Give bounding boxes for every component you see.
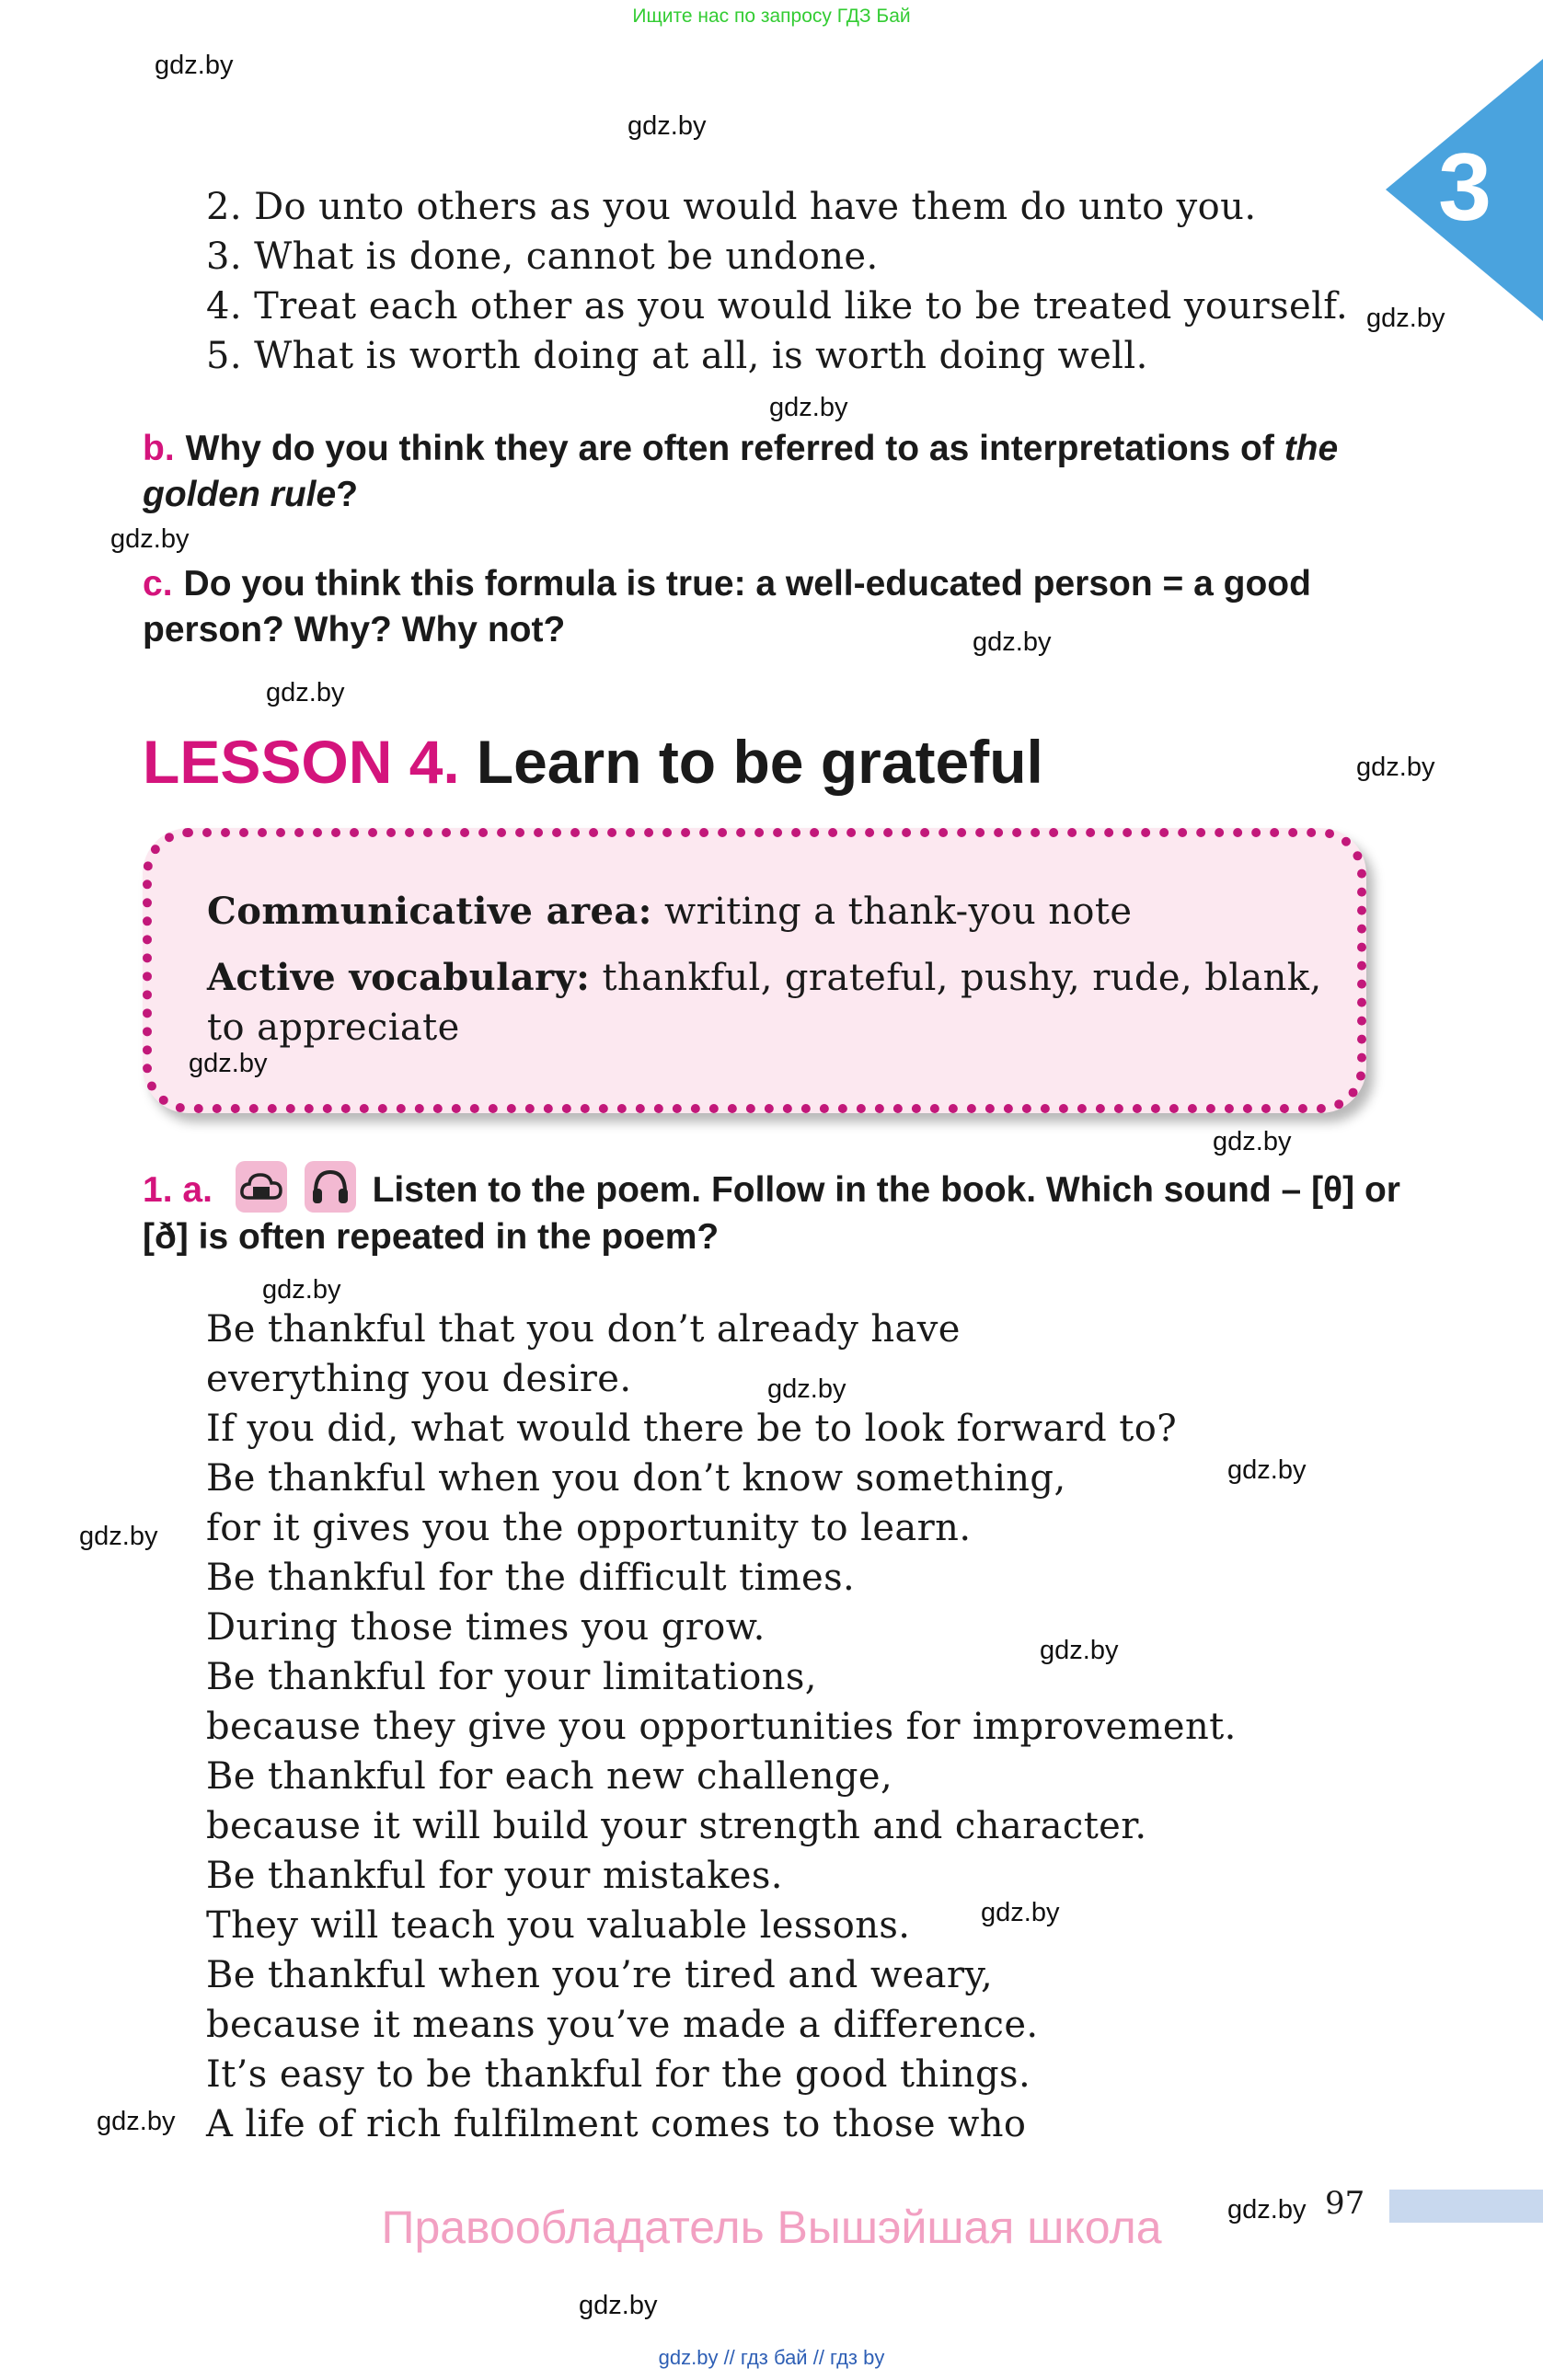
poem-line: Be thankful when you’re tired and weary, <box>206 1954 994 1996</box>
question-emphasis: the golden rule <box>143 429 1339 514</box>
poem-line: Be thankful for your mistakes. <box>206 1855 783 1897</box>
communicative-area <box>207 887 1348 937</box>
watermark: gdz.by <box>110 524 190 554</box>
watermark: gdz.by <box>1040 1636 1119 1665</box>
exercise-letter: a. <box>182 1170 213 1210</box>
lesson-number: LESSON 4. <box>143 728 460 796</box>
watermark: gdz.by <box>769 393 848 422</box>
poem-line: because it means you’ve made a difference. <box>206 2004 1039 2046</box>
question-letter: c. <box>143 564 173 604</box>
poem-line: Be thankful when you don’t know something, <box>206 1457 1066 1500</box>
page-number: 97 <box>1325 2185 1365 2222</box>
proverb-item: 4. Treat each other as you would like to be treated yourself. <box>206 285 1349 328</box>
poem-line: Be thankful for each new challenge, <box>206 1755 893 1798</box>
question-letter: b. <box>143 429 175 468</box>
watermark: gdz.by <box>973 627 1052 657</box>
question-c <box>143 561 1394 653</box>
lesson-title: Learn to be grateful <box>476 728 1043 796</box>
watermark: gdz.by <box>1366 304 1445 333</box>
cloud-icon <box>236 1161 287 1213</box>
watermark: gdz.by <box>767 1374 846 1404</box>
chapter-number: 3 <box>1438 134 1491 241</box>
poem-line: A life of rich fulfilment comes to those who <box>206 2103 1027 2145</box>
footer-links[interactable]: gdz.by // гдз бай // гдз by <box>658 2346 885 2369</box>
headphones-icon <box>305 1161 356 1213</box>
top-banner: Ищите нас по запросу ГДЗ Бай <box>632 6 911 27</box>
poem <box>206 1305 1237 2149</box>
watermark: gdz.by <box>97 2107 176 2136</box>
watermark: gdz.by <box>628 111 707 141</box>
question-punct: ? <box>336 475 359 514</box>
active-vocabulary-value: thankful, grateful, pushy, rude, blank, to appreciate <box>207 957 1322 1049</box>
watermark: gdz.by <box>79 1522 158 1551</box>
poem-line: because they give you opportunities for improvement. <box>206 1706 1237 1748</box>
watermark: gdz.by <box>1227 1455 1307 1485</box>
proverb-list <box>206 182 1348 381</box>
poem-line: because it will build your strength and character. <box>206 1805 1147 1847</box>
question-b <box>143 426 1394 518</box>
proverb-item: 5. What is worth doing at all, is worth doing well. <box>206 335 1148 377</box>
exercise-1a <box>143 1161 1403 1260</box>
watermark: gdz.by <box>1356 753 1435 782</box>
watermark: gdz.by <box>981 1898 1060 1927</box>
watermark: gdz.by <box>579 2291 658 2320</box>
poem-line: Be thankful for your limitations, <box>206 1656 817 1698</box>
poem-line: for it gives you the opportunity to learn. <box>206 1507 972 1549</box>
chapter-tab <box>1380 59 1543 321</box>
copyright-notice: Правообладатель Вышэйшая школа <box>381 2202 1162 2253</box>
lesson-goals-text <box>207 887 1348 1052</box>
watermark: gdz.by <box>189 1049 268 1078</box>
proverb-item: 2. Do unto others as you would have them do unto you. <box>206 186 1257 228</box>
exercise-instruction: Listen to the poem. Follow in the book. Which sound – [θ] or [ð] is often repeated in the poem? <box>143 1170 1400 1257</box>
poem-line: They will teach you valuable lessons. <box>206 1904 911 1947</box>
poem-line: Be thankful for the difficult times. <box>206 1557 856 1599</box>
proverb-item: 3. What is done, cannot be undone. <box>206 236 879 278</box>
watermark: gdz.by <box>155 51 234 80</box>
active-vocabulary-label: Active vocabulary: <box>207 956 591 999</box>
communicative-area-label: Communicative area: <box>207 890 652 933</box>
poem-line: everything you desire. <box>206 1358 632 1400</box>
active-vocabulary <box>207 953 1348 1052</box>
poem-line: Be thankful that you don’t already have <box>206 1308 961 1351</box>
watermark: gdz.by <box>1213 1127 1292 1156</box>
poem-line: It’s easy to be thankful for the good things. <box>206 2053 1031 2096</box>
lesson-heading <box>143 727 1043 797</box>
question-text: Do you think this formula is true: a well-educated person = a good person? Why? Why not? <box>143 564 1311 650</box>
communicative-area-value: writing a thank-you note <box>663 891 1133 933</box>
poem-line: During those times you grow. <box>206 1606 766 1649</box>
exercise-number: 1. <box>143 1170 173 1210</box>
watermark: gdz.by <box>1227 2195 1307 2225</box>
watermark: gdz.by <box>262 1275 341 1305</box>
watermark: gdz.by <box>266 678 345 707</box>
poem-line: If you did, what would there be to look forward to? <box>206 1408 1178 1450</box>
question-text: Why do you think they are often referred to as interpretations of <box>185 429 1274 468</box>
